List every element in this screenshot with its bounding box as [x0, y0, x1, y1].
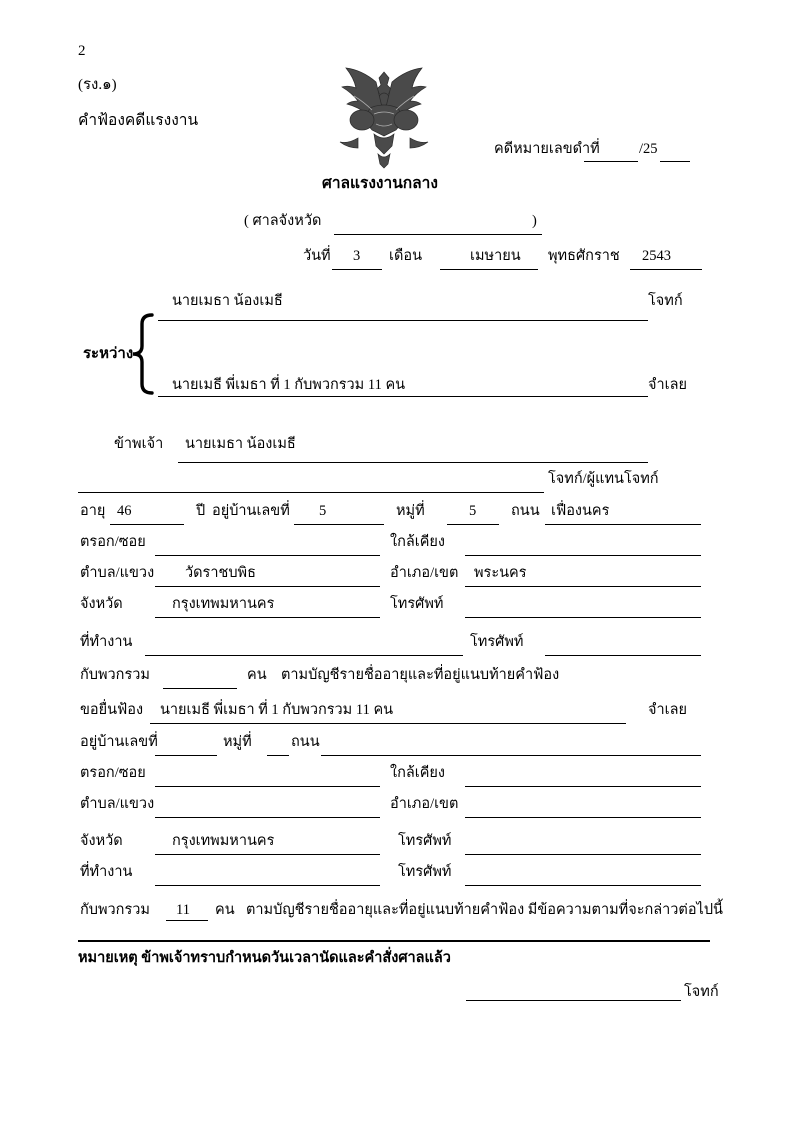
age-line [110, 524, 184, 525]
signature-role-label: โจทก์ [684, 984, 719, 1000]
date-month-line [440, 269, 538, 270]
defendant-amphoe-line[interactable] [465, 817, 701, 818]
defendant-workplace-line[interactable] [155, 885, 380, 886]
applicant-label: ข้าพเจ้า [114, 436, 164, 452]
tambon-line [155, 586, 380, 587]
defendant-group-note: ตามบัญชีรายชื่ออายุและที่อยู่แนบท้ายคำฟ้อง มีข้อความตามที่จะกล่าวต่อไปนี้ [246, 902, 723, 918]
road-label: ถนน [511, 503, 540, 519]
defendant-province-value[interactable]: กรุงเทพมหานคร [172, 833, 275, 849]
between-label: ระหว่าง [83, 346, 134, 362]
defendant-nearby-label: ใกล้เคียง [390, 765, 445, 781]
moo-value[interactable]: 5 [469, 503, 477, 519]
amphoe-value[interactable]: พระนคร [474, 565, 527, 581]
remark-text: หมายเหตุ ข้าพเจ้าทราบกำหนดวันเวลานัดและคำสั่งศาลแล้ว [78, 950, 451, 966]
defendant-workplace-phone-label: โทรศัพท์ [398, 864, 452, 880]
provincial-court-input-line[interactable] [334, 234, 542, 235]
plaintiff-representative-line [78, 492, 544, 493]
plaintiff-group-label: กับพวกรวม [80, 667, 150, 683]
filing-line [150, 723, 626, 724]
defendant-moo-line[interactable] [267, 755, 289, 756]
date-month-value[interactable]: เมษายน [470, 248, 521, 264]
defendant-amphoe-label: อำเภอ/เขต [390, 796, 459, 812]
province-label: จังหวัด [80, 596, 123, 612]
plaintiff-group-unit: คน [247, 667, 267, 683]
defendant-group-label: กับพวกรวม [80, 902, 150, 918]
section-divider [78, 940, 710, 942]
moo-label: หมู่ที่ [396, 503, 425, 519]
date-year-value[interactable]: 2543 [642, 248, 671, 264]
date-year-line [630, 269, 702, 270]
amphoe-line [465, 586, 701, 587]
moo-line [447, 524, 499, 525]
defendant-group-count-line [166, 920, 208, 921]
plaintiff-group-note: ตามบัญชีรายชื่ออายุและที่อยู่แนบท้ายคำฟ้อง [281, 667, 560, 683]
house-number-line [294, 524, 384, 525]
nearby-line[interactable] [465, 555, 701, 556]
applicant-name-value[interactable]: นายเมธา น้องเมธี [185, 436, 296, 452]
defendant-tambon-line[interactable] [155, 817, 380, 818]
defendant-tambon-label: ตำบล/แขวง [80, 796, 155, 812]
case-number-label: คดีหมายเลขดำที่ [494, 141, 600, 157]
defendant-soi-line[interactable] [155, 786, 380, 787]
workplace-phone-label: โทรศัพท์ [470, 634, 524, 650]
age-unit-label: ปี [196, 503, 206, 519]
form-code: (รง.๑) [78, 77, 117, 93]
case-number-separator: /25 [639, 141, 658, 157]
phone-label: โทรศัพท์ [390, 596, 444, 612]
date-day-value[interactable]: 3 [353, 248, 361, 264]
date-month-label: เดือน [389, 248, 422, 264]
defendant-role-label: จำเลย [648, 377, 687, 393]
tambon-label: ตำบล/แขวง [80, 565, 155, 581]
plaintiff-representative-label: โจทก์/ผู้แทนโจทก์ [548, 471, 659, 487]
soi-label: ตรอก/ซอย [80, 534, 146, 550]
soi-line[interactable] [155, 555, 380, 556]
defendant-phone-label: โทรศัพท์ [398, 833, 452, 849]
defendant-road-label: ถนน [291, 734, 320, 750]
garuda-emblem-icon [328, 62, 440, 170]
plaintiff-group-count-line[interactable] [163, 688, 237, 689]
defendant-moo-label: หมู่ที่ [223, 734, 252, 750]
date-era-label: พุทธศักราช [548, 248, 620, 264]
amphoe-label: อำเภอ/เขต [390, 565, 459, 581]
court-name: ศาลแรงงานกลาง [322, 175, 438, 192]
applicant-name-line [178, 462, 648, 463]
defendant-workplace-label: ที่ทำงาน [80, 864, 133, 880]
signature-line[interactable] [466, 1000, 681, 1001]
date-day-line [332, 269, 382, 270]
workplace-label: ที่ทำงาน [80, 634, 133, 650]
road-line [545, 524, 701, 525]
plaintiff-role-label: โจทก์ [648, 293, 683, 309]
filing-role-label: จำเลย [648, 702, 687, 718]
tambon-value[interactable]: วัดราชบพิธ [185, 565, 256, 581]
road-value[interactable]: เฟื่องนคร [551, 503, 610, 519]
defendant-province-label: จังหวัด [80, 833, 123, 849]
case-number-year-line[interactable] [660, 161, 690, 162]
case-number-input-line[interactable] [584, 161, 638, 162]
date-day-label: วันที่ [303, 248, 331, 264]
defendant-soi-label: ตรอก/ซอย [80, 765, 146, 781]
workplace-phone-line[interactable] [545, 655, 701, 656]
nearby-label: ใกล้เคียง [390, 534, 445, 550]
age-value[interactable]: 46 [117, 503, 132, 519]
provincial-court-paren-close: ) [532, 213, 537, 229]
workplace-line[interactable] [145, 655, 463, 656]
defendant-name-line [158, 396, 648, 397]
plaintiff-name-line [158, 320, 648, 321]
province-value[interactable]: กรุงเทพมหานคร [172, 596, 275, 612]
defendant-road-line[interactable] [321, 755, 701, 756]
province-line [155, 617, 380, 618]
defendant-group-unit: คน [215, 902, 235, 918]
defendant-nearby-line[interactable] [465, 786, 701, 787]
defendant-group-count[interactable]: 11 [176, 902, 190, 918]
defendant-workplace-phone-line[interactable] [465, 885, 701, 886]
phone-line[interactable] [465, 617, 701, 618]
form-title: คำฟ้องคดีแรงงาน [78, 112, 199, 129]
filing-value[interactable]: นายเมธี พี่เมธา ที่ 1 กับพวกรวม 11 คน [160, 702, 394, 718]
age-label: อายุ [80, 503, 106, 519]
defendant-phone-line[interactable] [465, 854, 701, 855]
defendant-name-value[interactable]: นายเมธี พี่เมธา ที่ 1 กับพวกรวม 11 คน [172, 377, 406, 393]
house-number-label: อยู่บ้านเลขที่ [212, 503, 290, 519]
house-number-value[interactable]: 5 [319, 503, 327, 519]
curly-brace-icon [128, 313, 154, 395]
provincial-court-label: ( ศาลจังหวัด [244, 213, 322, 229]
defendant-house-label: อยู่บ้านเลขที่ [80, 734, 158, 750]
defendant-province-line [155, 854, 380, 855]
plaintiff-name-value[interactable]: นายเมธา น้องเมธี [172, 293, 283, 309]
page-number: 2 [78, 43, 86, 59]
defendant-house-line[interactable] [155, 755, 217, 756]
filing-label: ขอยื่นฟ้อง [80, 702, 144, 718]
